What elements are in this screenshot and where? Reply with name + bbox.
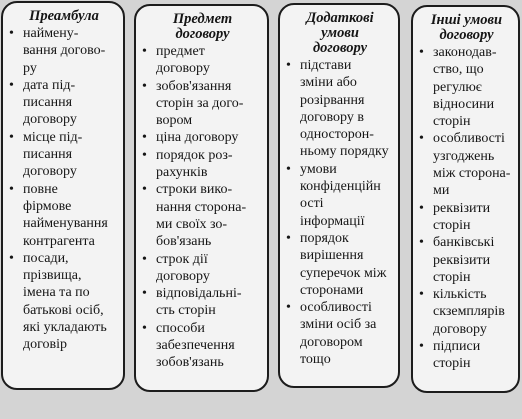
column-preamble [1, 1, 125, 390]
list-item: • особливості узгоджень між сторона- ми [419, 130, 514, 199]
list-item: • посади, прізвища, імена та по батькові осіб, які укладають договір [9, 250, 119, 354]
list-item: • місце під- писання договору [9, 129, 119, 181]
list-item: • кількість скземплярів договору [419, 286, 514, 338]
list-item: • повне фірмове найменування контрагента [9, 181, 119, 250]
list-item: • умови конфіденційн ості інформації [286, 161, 394, 230]
column-additional-terms [278, 3, 400, 388]
column-title: Додаткові умови договору [306, 10, 374, 56]
list-item: • відповідальні- сть сторін [142, 285, 263, 320]
list-item: • підписи сторін [419, 338, 514, 373]
column-subject [134, 4, 269, 392]
list-item: • банківські реквізити сторін [419, 234, 514, 286]
list-item: • ціна договору [142, 129, 263, 146]
list-item: • строк дії договору [142, 251, 263, 286]
column-title: Інші умови договору [430, 12, 503, 43]
list-item: • строки вико- нання сторона- ми своїх зо- бов'язань [142, 181, 263, 250]
list-item: • порядок роз- рахунків [142, 147, 263, 182]
column-other-terms [411, 5, 520, 393]
column-title: Преамбула [29, 8, 99, 24]
list-item: • способи забезпечення зобов'язань [142, 320, 263, 372]
item-list [419, 44, 514, 373]
item-list [9, 25, 119, 354]
list-item: • предмет договору [142, 43, 263, 78]
item-list [286, 57, 394, 368]
list-item: • дата під- писання договору [9, 77, 119, 129]
list-item: • наймену- вання догово- ру [9, 25, 119, 77]
list-item: • реквізити сторін [419, 200, 514, 235]
list-item: • зобов'язання сторін за дого- вором [142, 78, 263, 130]
list-item: • порядок вирішення суперечок між сторонами [286, 230, 394, 299]
column-title: Предмет договору [172, 11, 233, 42]
item-list [142, 43, 263, 372]
list-item: • законодав- ство, що регулює відносини сторін [419, 44, 514, 130]
list-item: • підстави зміни або розірвання договору в односторон- ньому порядку [286, 57, 394, 161]
list-item: • особливості зміни осіб за договором тощо [286, 299, 394, 368]
